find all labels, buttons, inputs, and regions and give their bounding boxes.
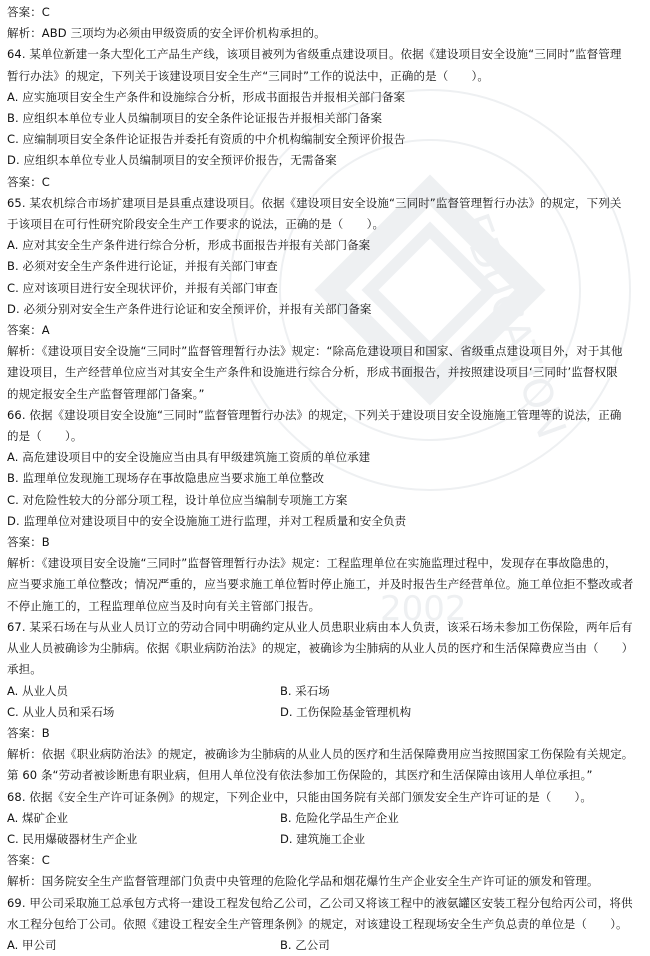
question-67-option-d: D. 工伤保险基金管理机构 [280,704,412,719]
question-66-option-a: A. 高危建设项目中的安全设施应当由具有甲级建筑施工资质的单位承建 [7,450,371,465]
question-68-option-a: A. 煤矿企业 [7,810,68,825]
question-67-options-row [7,681,633,702]
question-65-explanation: 解析：《建设项目安全设施“三同时”监督管理暂行办法》规定：“除高危建设项目和国家、省级重点建设项目外，对于其他 [7,344,623,359]
question-66-text: 的是（ ）。 [7,429,83,444]
question-67-text: 承担。 [7,662,42,677]
answer-line: 答案：C [7,5,50,19]
question-65-option-c: C. 应对该项目进行安全现状评价，并报有关部门审查 [7,280,278,295]
question-68-answer: 答案：C [7,853,50,868]
question-66-explanation: 不停止施工的，工程监理单位应当及时向有关主管部门报告。 [7,598,321,613]
question-64-text: 暂行办法》的规定，下列关于该建设项目安全生产“三同时”工作的说法中，正确的是（ ）。 [7,68,489,83]
question-68-options-row [7,808,633,829]
question-65-text: 于该项目在可行性研究阶段安全生产工作要求的说法，正确的是（ ）。 [7,217,385,232]
question-67-option-c: C. 从业人员和采石场 [7,704,115,719]
question-66-option-b: B. 监理单位发现施工现场存在事故隐患应当要求施工单位整改 [7,471,325,486]
question-67-explanation: 第 60 条“劳动者被诊断患有职业病，但用人单位没有依法参加工伤保险的，其医疗和生活保障由该用人单位承担。” [7,768,593,783]
question-68-options-row [7,829,633,850]
question-67-explanation: 解析：依据《职业病防治法》的规定，被确诊为尘肺病的从业人员的医疗和生活保障费用应当按照国家工伤保险有关规定。 [7,747,634,762]
question-68-option-b: B. 危险化学品生产企业 [280,810,399,825]
explanation-line: 解析：ABD 三项均为必须由甲级资质的安全评价机构承担的。 [7,26,326,41]
question-66-answer: 答案：B [7,535,50,550]
watermark-year: 2002 [380,589,467,629]
question-69-options-row [7,935,633,956]
question-66-text: 66. 依据《建设项目安全设施“三同时”监督管理暂行办法》的规定，下列关于建设项目安全设施施工管理等的说法，正确 [7,407,622,422]
question-68-text: 68. 依据《安全生产许可证条例》的规定，下列企业中，只能由国务院有关部门颁发安全生产许可证的是（ ）。 [7,789,592,804]
question-67-text: 从业人员被确诊为尘肺病。依据《职业病防治法》的规定，被确诊为尘肺病的从业人员的医疗和生活保障费应当由（ ） [7,641,634,656]
question-66-explanation: 应当要求施工单位整改；情况严重的，应当要求施工单位暂时停止施工，并及时报告生产经营单位。施工单位拒不整改或者 [7,577,634,592]
question-68-option-d: D. 建筑施工企业 [280,831,366,846]
question-69-text: 69. 甲公司采取施工总承包方式将一建设工程发包给乙公司，乙公司又将该工程中的液氨罐区安装工程分包给丙公司，将供 [7,895,633,910]
question-66-option-d: D. 监理单位对建设项目中的安全设施施工进行监理，并对工程质量和安全负责 [7,513,407,528]
question-65-option-b: B. 必须对安全生产条件进行论证，并报有关部门审查 [7,259,278,274]
watermark-text: EDUCATION [450,207,575,445]
question-64-option-d: D. 应组织本单位专业人员编制项目的安全预评价报告，无需备案 [7,153,337,168]
question-68-explanation: 解析：国务院安全生产监督管理部门负责中央管理的危险化学品和烟花爆竹生产企业安全生产许可证的颁发和管理。 [7,874,599,889]
question-67-option-a: A. 从业人员 [7,683,68,698]
question-67-answer: 答案：B [7,725,50,740]
question-66-option-c: C. 对危险性较大的分部分项工程，设计单位应当编制专项施工方案 [7,492,348,507]
question-64-option-c: C. 应编制项目安全条件论证报告并委托有资质的中介机构编制安全预评价报告 [7,132,406,147]
question-65-text: 65. 某农机综合市场扩建项目是县重点建设项目。依据《建设项目安全设施“三同时”监督管理暂行办法》的规定，下列关 [7,195,622,210]
question-65-option-a: A. 应对其安全生产条件进行综合分析，形成书面报告并报有关部门备案 [7,238,371,253]
question-69-text: 水工程分包给丁公司。依照《建设工程安全生产管理条例》的规定，对该建设工程现场安全生产负总责的单位是（ ）。 [7,916,628,931]
question-65-option-d: D. 必须分别对安全生产条件进行论证和安全预评价，并报有关部门备案 [7,301,372,316]
question-67-options-row [7,702,633,723]
question-69-option-a: A. 甲公司 [7,937,57,952]
question-69-option-b: B. 乙公司 [280,937,330,952]
question-64-option-a: A. 应实施项目安全生产条件和设施综合分析，形成书面报告并报相关部门备案 [7,89,406,104]
question-64-answer: 答案：C [7,174,50,189]
document-body [7,2,633,956]
question-65-explanation: 建设项目，生产经营单位应当对其安全生产条件和设施进行综合分析，形成书面报告，并按照建设项目‘三同时’监督权限 [7,365,618,380]
question-67-text: 67. 某采石场在与从业人员订立的劳动合同中明确约定从业人员患职业病由本人负责，该采石场未参加工伤保险，两年后有 [7,619,633,634]
question-65-answer: 答案：A [7,323,50,338]
question-67-option-b: B. 采石场 [280,683,330,698]
question-68-option-c: C. 民用爆破器材生产企业 [7,831,138,846]
question-66-explanation: 解析：《建设项目安全设施“三同时”监督管理暂行办法》规定：工程监理单位在实施监理过程中，发现存在事故隐患的， [7,556,617,571]
question-64-text: 64. 某单位新建一条大型化工产品生产线，该项目被列为省级重点建设项目。依据《建设项目安全设施“三同时”监督管理 [7,47,622,62]
question-64-option-b: B. 应组织本单位专业人员编制项目的安全条件论证报告并报相关部门备案 [7,111,383,126]
question-65-explanation: 的规定报安全生产监督管理部门备案。” [7,386,205,401]
